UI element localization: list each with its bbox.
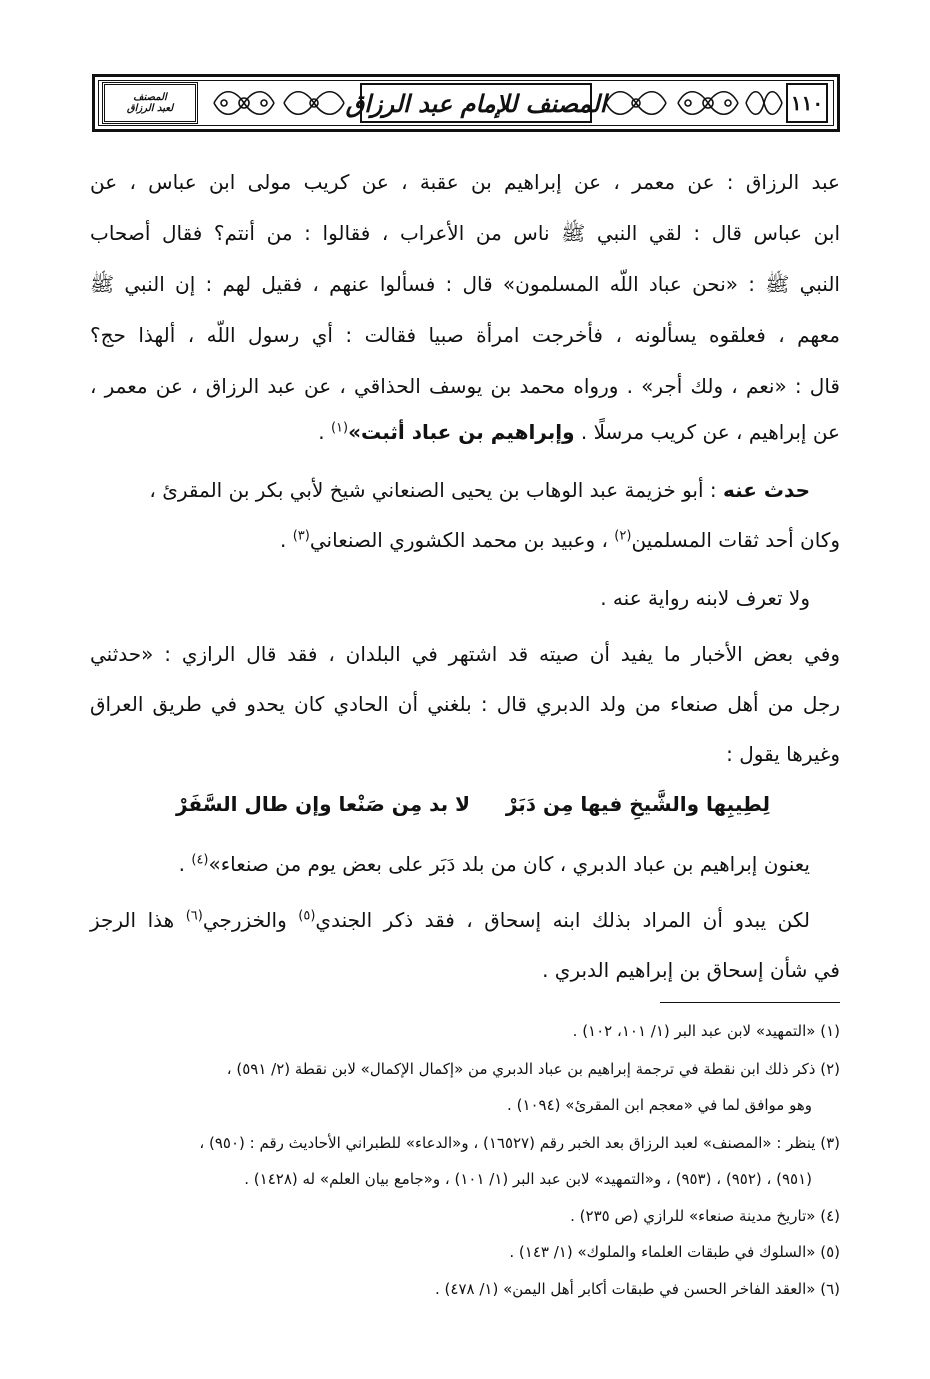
footnote-4: (٤) «تاريخ مدينة صنعاء» للرازي (ص ٢٣٥) . bbox=[570, 1207, 840, 1225]
ornament-left-icon bbox=[212, 82, 276, 124]
p5-line bbox=[179, 852, 810, 876]
p1-bold-text: وإبراهيم بن عباد أثبت» bbox=[348, 420, 575, 444]
footnote-ref-2: (٢) bbox=[614, 528, 632, 544]
p6-line-2: في شأن إسحاق بن إبراهيم الدبري . bbox=[542, 958, 840, 982]
book-logo-text: المصنف لعبد الرزاق bbox=[126, 92, 174, 114]
p2-line-1 bbox=[149, 478, 810, 502]
p6-line-1-b: والخزرجي bbox=[202, 908, 299, 932]
verse-hemistich-2: لِطِيبِها والشَّيخِ فيها مِن دَبَرْ bbox=[505, 792, 770, 816]
p4-line-1: وفي بعض الأخبار ما يفيد أن صيته قد اشتهر في البلدان ، فقد قال الرازي : «حدثني bbox=[90, 642, 840, 666]
footnote-6: (٦) «العقد الفاخر الحسن في طبقات أكابر أهل اليمن» (١/ ٤٧٨) . bbox=[435, 1280, 840, 1298]
footnote-ref-1: (١) bbox=[330, 420, 349, 436]
footnote-2-line-1: (٢) ذكر ذلك ابن نقطة في ترجمة إبراهيم بن عباد الدبري من «إكمال الإكمال» لابن نقطة (٢/ ٥٩١) ، bbox=[226, 1060, 840, 1078]
p2-line-2-end: . bbox=[280, 528, 293, 552]
ornament-right-inner-icon bbox=[604, 82, 668, 124]
ornament-right-icon bbox=[676, 82, 740, 124]
p2-line-2 bbox=[280, 528, 840, 552]
p1-line-6-text: عن إبراهيم ، عن كريب مرسلًا . bbox=[574, 420, 840, 444]
footnote-5: (٥) «السلوك في طبقات العلماء والملوك» (١/ ١٤٣) . bbox=[509, 1243, 840, 1261]
book-logo bbox=[102, 82, 198, 124]
ornament-left-inner-icon bbox=[282, 82, 346, 124]
p1-line-3: النبي ﷺ : «نحن عباد اللّه المسلمون» قال : فسألوا عنهم ، فقيل لهم : إن النبي ﷺ bbox=[90, 272, 840, 296]
p1-line-6 bbox=[318, 420, 840, 444]
footnote-1: (١) «التمهيد» لابن عبد البر (١/ ١٠١، ١٠٢) . bbox=[572, 1022, 840, 1040]
p3-line: ولا تعرف لابنه رواية عنه . bbox=[600, 586, 810, 610]
p5-text: يعنون إبراهيم بن عباد الدبري ، كان من بلد دَبَر على بعض يوم من صنعاء» bbox=[208, 852, 810, 876]
footnote-separator bbox=[660, 1002, 840, 1003]
p4-line-2: رجل من أهل صنعاء من ولد الدبري قال : بلغني أن الحادي كان يحدو في طريق العراق bbox=[90, 692, 840, 716]
p5-end: . bbox=[178, 852, 192, 876]
p1-line-1: عبد الرزاق : عن معمر ، عن إبراهيم بن عقبة ، عن كريب مولى ابن عباس ، عن bbox=[90, 170, 840, 194]
p2-line-1-text: : أبو خزيمة عبد الوهاب بن يحيى الصنعاني شيخ لأبي بكر بن المقرئ ، bbox=[149, 478, 724, 502]
book-title-box bbox=[345, 83, 607, 123]
footnote-3-line-2: (٩٥١) ، (٩٥٢) ، (٩٥٣) ، و«التمهيد» لابن عبد البر (١/ ١٠١) ، و«جامع بيان العلم» له (١٤٢٨) . bbox=[244, 1170, 812, 1188]
p1-line-5: قال : «نعم ، ولك أجر» . ورواه محمد بن يوسف الحذاقي ، عن عبد الرزاق ، عن معمر ، bbox=[90, 374, 840, 398]
p4-line-3: وغيرها يقول : bbox=[726, 742, 840, 766]
p2-line-2-a: وكان أحد ثقات المسلمين bbox=[631, 528, 840, 552]
p6-line-1 bbox=[90, 908, 810, 932]
footnote-ref-6: (٦) bbox=[185, 908, 203, 924]
p6-line-1-c: هذا الرجز bbox=[90, 908, 186, 932]
footnote-ref-4: (٤) bbox=[191, 852, 209, 868]
book-title: المصنف للإمام عبد الرزاق bbox=[345, 88, 607, 118]
page-number: ١١٠ bbox=[790, 91, 824, 115]
p1-line-6-end: . bbox=[318, 420, 331, 444]
p1-line-2: ابن عباس قال : لقي النبي ﷺ ناس من الأعراب ، فقالوا : من أنتم؟ فقال أصحاب bbox=[90, 221, 840, 245]
footnote-ref-5: (٥) bbox=[298, 908, 316, 924]
footnote-ref-3: (٣) bbox=[292, 528, 310, 544]
verse-hemistich-1: لا بد مِن صَنْعا وإن طال السَّفَرْ bbox=[175, 792, 470, 816]
page-number-box bbox=[786, 83, 828, 123]
footnote-2-line-2: وهو موافق لما في «معجم ابن المقرئ» (١٠٩٤) . bbox=[507, 1096, 812, 1114]
p2-bold-heading: حدث عنه bbox=[723, 478, 810, 502]
p6-line-1-a: لكن يبدو أن المراد بذلك ابنه إسحاق ، فقد ذكر الجندي bbox=[315, 908, 811, 932]
page-header bbox=[92, 74, 840, 132]
p1-line-4: معهم ، فعلقوه يسألونه ، فأخرجت امرأة صبيا فقالت : أي رسول اللّه ، ألهذا حج؟ bbox=[90, 323, 840, 347]
footnote-3-line-1: (٣) ينظر : «المصنف» لعبد الرزاق بعد الخبر رقم (١٦٥٢٧) ، و«الدعاء» للطبراني الأحاديث رقم : (٩٥٠) ، bbox=[199, 1134, 840, 1152]
p2-line-2-b: ، وعبيد بن محمد الكشوري الصنعاني bbox=[309, 528, 615, 552]
ornament-corner-icon bbox=[744, 82, 784, 124]
